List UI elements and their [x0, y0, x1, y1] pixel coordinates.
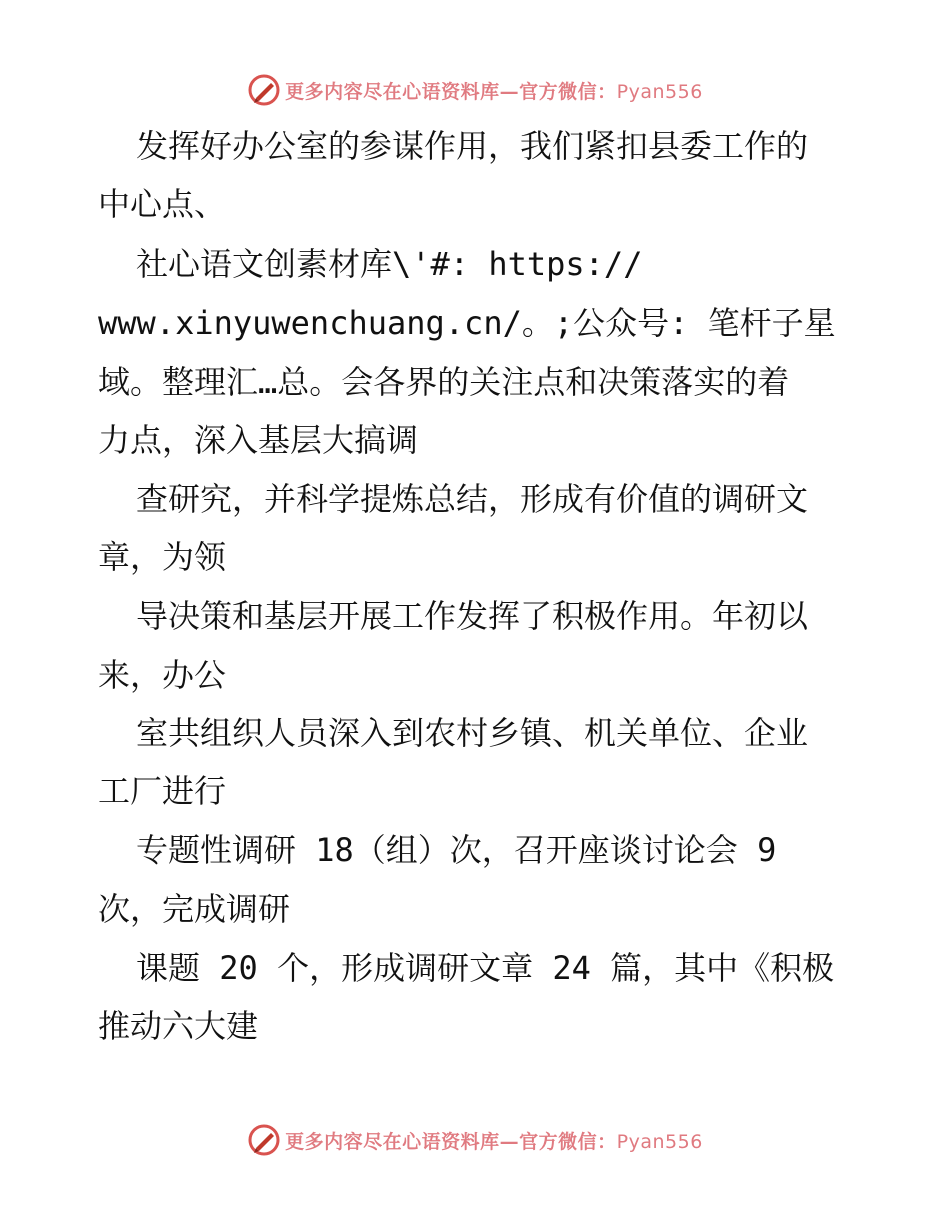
text-line: 社心语文创素材库\'#: https:// — [136, 245, 643, 283]
text-line: 工厂进行 — [98, 772, 227, 810]
text-line: 导决策和基层开展工作发挥了积极作用。年初以 — [136, 597, 809, 635]
pen-logo-icon — [247, 73, 281, 107]
text-line: www.xinyuwenchuang.cn/。;公众号: 笔杆子星 — [98, 304, 836, 342]
header-banner-text: 更多内容尽在心语资料库—官方微信：Pyan556 — [285, 80, 703, 103]
text-line: 次，完成调研 — [98, 890, 291, 928]
footer-banner-text: 更多内容尽在心语资料库—官方微信：Pyan556 — [285, 1130, 703, 1153]
text-line: 发挥好办公室的参谋作用，我们紧扣县委工作的 — [136, 127, 809, 165]
text-line: 力点，深入基层大搞调 — [98, 421, 419, 459]
text-line: 中心点、 — [98, 185, 227, 223]
text-line: 课题 20 个，形成调研文章 24 篇，其中《积极 — [136, 949, 835, 987]
text-line: 域。整理汇…总。会各界的关注点和决策落实的着 — [98, 363, 790, 401]
text-line: 来，办公 — [98, 656, 227, 694]
text-line: 推动六大建 — [98, 1007, 259, 1045]
text-line: 专题性调研 18（组）次，召开座谈讨论会 9 — [136, 831, 777, 869]
pen-logo-icon — [247, 1123, 281, 1157]
text-line: 查研究，并科学提炼总结，形成有价值的调研文 — [136, 480, 809, 518]
header-banner — [0, 70, 950, 110]
text-line: 章，为领 — [98, 538, 227, 576]
footer-banner — [0, 1120, 950, 1160]
text-line: 室共组织人员深入到农村乡镇、机关单位、企业 — [136, 714, 809, 752]
